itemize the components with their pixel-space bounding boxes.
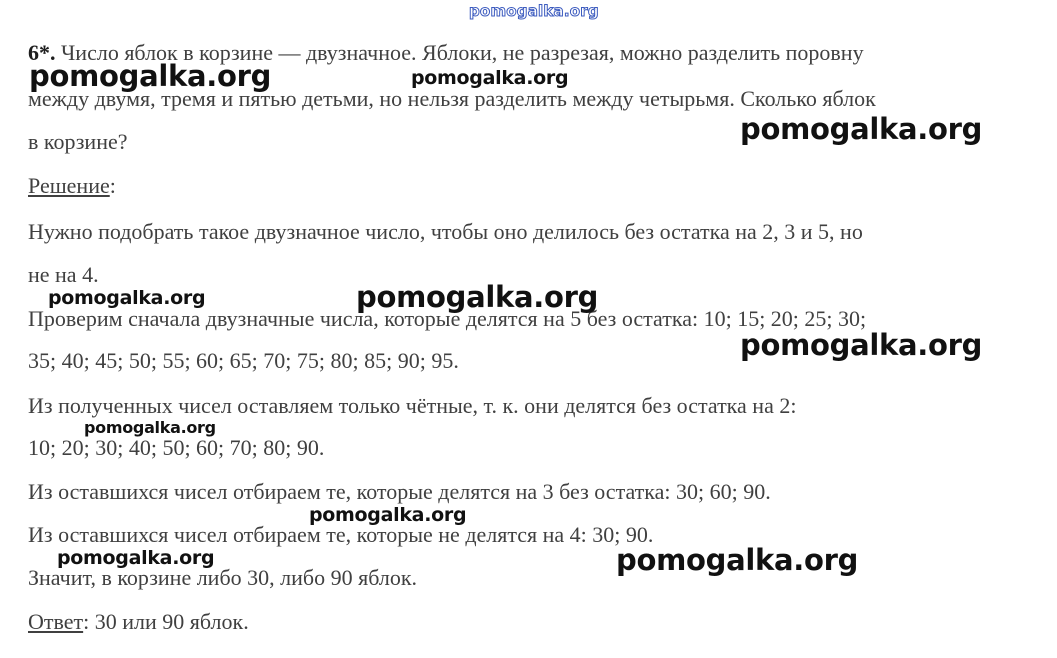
solution-line-6: 10; 20; 30; 40; 50; 60; 70; 80; 90.	[28, 435, 325, 460]
solution-line-4: 35; 40; 45; 50; 55; 60; 65; 70; 75; 80; 85; 90; 95.	[28, 348, 459, 373]
solution-line-2: не на 4.	[28, 262, 99, 287]
task-line-3: в корзине?	[28, 129, 128, 154]
solution-line-5: Из полученных чисел оставляем только чётные, т. к. они делятся без остатка на 2:	[28, 393, 797, 418]
watermark-text: pomogalka.org	[84, 418, 216, 437]
solution-line-8: Из оставшихся чисел отбираем те, которые не делятся на 4: 30; 90.	[28, 522, 654, 547]
watermark-text: pomogalka.org	[616, 543, 859, 577]
solution-line-3: Проверим сначала двузначные числа, которые делятся на 5 без остатка: 10; 15; 20; 25; 30;	[28, 306, 867, 331]
watermark-text: pomogalka.org	[309, 504, 467, 526]
watermark-text: pomogalka.org	[411, 67, 569, 89]
answer-label: Ответ	[28, 609, 84, 634]
task-number: 6*.	[28, 40, 56, 65]
solution-heading-colon: :	[109, 173, 116, 198]
watermark-text: pomogalka.org	[29, 59, 272, 93]
task-line-2: между двумя, тремя и пятью детьми, но нельзя разделить между четырьмя. Сколько яблок	[28, 86, 876, 111]
watermark-text: pomogalka.org	[740, 328, 983, 362]
watermark-text: pomogalka.org	[48, 287, 206, 309]
task-text-1: Число яблок в корзине — двузначное. Яблоки, не разрезая, можно разделить поровну	[61, 40, 864, 65]
solution-heading-line	[28, 173, 116, 199]
watermark-text: pomogalka.org	[57, 547, 215, 569]
watermark-text: pomogalka.org	[740, 112, 983, 146]
answer-line	[28, 609, 249, 635]
watermark-text: pomogalka.org	[356, 280, 599, 314]
header-watermark: pomogalka.org	[469, 2, 599, 20]
solution-heading: Решение	[28, 173, 110, 198]
solution-line-9: Значит, в корзине либо 30, либо 90 яблок.	[28, 565, 418, 590]
answer-text: : 30 или 90 яблок.	[83, 609, 249, 634]
solution-line-7: Из оставшихся чисел отбираем те, которые делятся на 3 без остатка: 30; 60; 90.	[28, 479, 771, 504]
solution-line-1: Нужно подобрать такое двузначное число, чтобы оно делилось без остатка на 2, 3 и 5, но	[28, 219, 863, 244]
